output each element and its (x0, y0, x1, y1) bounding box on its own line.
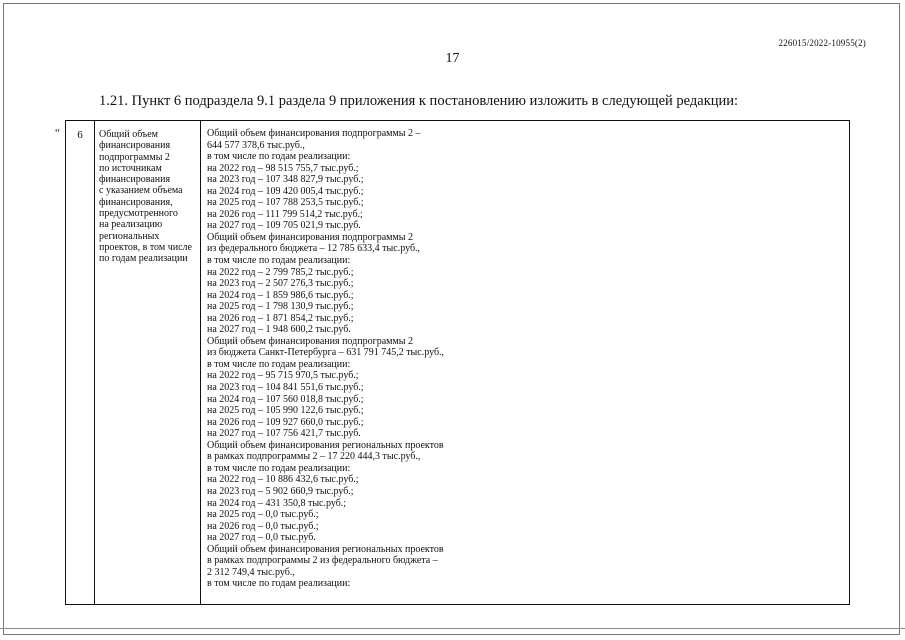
content-line: на 2026 год – 111 799 514,2 тыс.руб.; (207, 208, 363, 220)
content-line: на 2022 год – 98 515 755,7 тыс.руб.; (207, 162, 359, 174)
column-divider (200, 121, 201, 604)
label-line: финансирования, (99, 196, 173, 208)
content-line: на 2024 год – 1 859 986,6 тыс.руб.; (207, 289, 354, 301)
label-line: на реализацию (99, 219, 163, 231)
content-line: из бюджета Санкт-Петербурга – 631 791 745,2 тыс.руб., (207, 347, 445, 359)
label-line: проектов, в том числе (99, 241, 192, 253)
content-line: на 2022 год – 95 715 970,5 тыс.руб.; (207, 370, 359, 382)
content-line: на 2023 год – 104 841 551,6 тыс.руб.; (207, 382, 364, 394)
column-divider (94, 121, 95, 604)
content-line: на 2027 год – 1 948 600,2 тыс.руб. (207, 324, 351, 336)
content-line: на 2022 год – 10 886 432,6 тыс.руб.; (207, 474, 359, 486)
scan-edge-line (0, 628, 905, 629)
content-line: Общий объем финансирования подпрограммы 2 – (207, 128, 421, 139)
content-line: на 2023 год – 2 507 276,3 тыс.руб.; (207, 278, 354, 290)
content-line: на 2025 год – 1 798 130,9 тыс.руб.; (207, 301, 354, 313)
content-line: на 2025 год – 0,0 тыс.руб.; (207, 509, 319, 521)
label-line: региональных (99, 230, 160, 242)
label-line: по источникам (99, 162, 162, 174)
content-line: на 2023 год – 107 348 827,9 тыс.руб.; (207, 174, 364, 186)
content-line: на 2024 год – 109 420 005,4 тыс.руб.; (207, 185, 364, 197)
content-line: на 2026 год – 1 871 854,2 тыс.руб.; (207, 312, 354, 324)
row-number: 6 (77, 129, 83, 141)
content-line: 644 577 378,6 тыс.руб., (207, 139, 305, 151)
content-line: Общий объем финансирования подпрограммы 2 (207, 231, 414, 243)
amendment-heading: 1.21. Пункт 6 подраздела 9.1 раздела 9 приложения к постановлению изложить в следующей редакции: (99, 93, 739, 109)
label-line: подпрограммы 2 (99, 151, 170, 163)
label-line: предусмотренного (99, 208, 178, 220)
content-line: на 2026 год – 0,0 тыс.руб.; (207, 520, 319, 532)
row-content (207, 128, 847, 590)
financing-table (65, 120, 850, 605)
label-line: финансирования (99, 174, 171, 186)
content-line: на 2026 год – 109 927 660,0 тыс.руб.; (207, 416, 364, 428)
content-line: на 2027 год – 0,0 тыс.руб. (207, 532, 316, 544)
content-line: из федерального бюджета – 12 785 633,4 тыс.руб., (207, 243, 421, 255)
opening-quote: “ (55, 127, 60, 139)
content-line: на 2027 год – 107 756 421,7 тыс.руб. (207, 428, 361, 440)
content-line: в том числе по годам реализации: (207, 358, 351, 370)
label-line: финансирования (99, 140, 171, 152)
content-line: Общий объем финансирования подпрограммы 2 (207, 335, 414, 347)
label-line: по годам реализации (99, 253, 188, 265)
row-label (99, 129, 199, 265)
content-line: на 2023 год – 5 902 660,9 тыс.руб.; (207, 485, 354, 497)
document-number: 226015/2022-10955(2) (778, 38, 866, 48)
content-line: в том числе по годам реализации: (207, 462, 351, 474)
content-line: в рамках подпрограммы 2 из федерального бюджета – (207, 555, 438, 567)
content-line: на 2027 год – 109 705 021,9 тыс.руб. (207, 220, 361, 232)
content-line: на 2025 год – 105 990 122,6 тыс.руб.; (207, 405, 364, 417)
content-line: на 2022 год – 2 799 785,2 тыс.руб.; (207, 266, 354, 278)
content-line: на 2024 год – 431 350,8 тыс.руб.; (207, 497, 347, 509)
content-line: в том числе по годам реализации: (207, 255, 351, 267)
content-line: на 2025 год – 107 788 253,5 тыс.руб.; (207, 197, 364, 209)
content-line: в рамках подпрограммы 2 – 17 220 444,3 тыс.руб., (207, 451, 421, 463)
page-number: 17 (445, 51, 460, 66)
content-line: 2 312 749,4 тыс.руб., (207, 566, 295, 578)
content-line: Общий объем финансирования региональных проектов (207, 543, 444, 555)
content-line: на 2024 год – 107 560 018,8 тыс.руб.; (207, 393, 364, 405)
content-line: в том числе по годам реализации: (207, 578, 351, 590)
content-line: в том числе по годам реализации: (207, 151, 351, 163)
label-line: с указанием объема (99, 185, 183, 197)
content-line: Общий объем финансирования региональных проектов (207, 439, 444, 451)
label-line: Общий объем (99, 129, 158, 140)
